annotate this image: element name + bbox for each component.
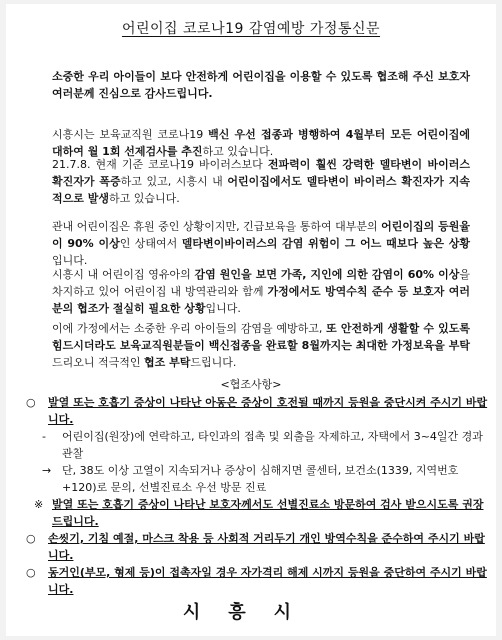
issuer-name: 시흥시 [182, 602, 320, 623]
attendance-text-d: 델타변이바이러스의 감염 위험이 그 어느 때보다 높은 상황 [181, 237, 470, 250]
attendance-text-e: 입니다. [52, 254, 88, 267]
notice-paper [6, 4, 496, 636]
request-text-c: 드리오니 적극적인 [52, 356, 145, 369]
attendance-paragraph [52, 218, 470, 269]
intro-paragraph: 소중한 우리 아이들이 보다 안전하게 어린이집을 이용할 수 있도록 협조해 주신 보호자 여러분께 진심으로 감사드립니다. [52, 70, 470, 100]
request-text-b: 또 안전하게 생활할 수 있도록 힘드시더라도 보육교직원분들이 백신접종을 완료할 8월까지는 최대한 가정보육을 부탁 [52, 322, 470, 352]
circle-bullet-icon: ○ [26, 396, 36, 409]
delta-text-d: 어린이집에서도 델타변이 바이러스 확진자가 지속적으로 발생 [52, 175, 470, 205]
dash-bullet-icon: - [42, 430, 46, 443]
attendance-text-a: 관내 어린이집은 휴원 중인 상황이지만, 긴급보육을 통하여 대부분의 [52, 220, 382, 233]
sub-item-text: 단, 38도 이상 고열이 지속되거나 증상이 심해지면 콜센터, 보건소(1339, 지역번호+120)로 문의, 선별진료소 우선 방문 진료 [62, 464, 459, 494]
sub-item-text: 어린이집(원장)에 연락하고, 타인과의 접촉 및 외출을 자제하고, 자택에서 3~4일간 경과 관찰 [62, 430, 483, 460]
cause-text-c: 을 차지하고 있어 어린이집 내 방역관리와 함께 [52, 268, 470, 298]
request-text-d: 협조 부탁 [144, 356, 191, 369]
list-item-text: 발열 또는 호흡기 증상이 나타난 보호자께서도 선별진료소 방문하여 검사 받으시도록 권장드립니다. [52, 498, 484, 528]
circle-bullet-icon: ○ [26, 532, 36, 545]
request-text-e: 드립니다. [190, 356, 237, 369]
delta-paragraph [52, 156, 470, 207]
list-item-text: 발열 또는 호흡기 증상이 나타난 아동은 증상이 호전될 때까지 등원을 중단시켜 주시기 바랍니다. [48, 396, 488, 426]
request-text-a: 이에 가정에서는 소중한 우리 아이들의 감염을 예방하고, [52, 322, 327, 335]
list-item-guardian [26, 496, 488, 530]
vaccine-text-b: 백신 우선 접종과 병행하여 4월부터 모든 어린이집에 대하여 월 1회 선제검사를 추진 [52, 128, 470, 158]
delta-text-c: 하고 있고, 시흥시 내 [120, 175, 228, 188]
vaccine-paragraph [52, 126, 470, 160]
cause-text-d: 가정에서도 방역수칙 준수 등 보호자 여러분의 협조가 절실히 필요한 상황 [52, 285, 470, 315]
arrow-bullet-icon: → [42, 464, 52, 477]
title-text: 어린이집 코로나19 감염예방 가정통신문 [121, 21, 381, 37]
list-item-fever [26, 394, 488, 428]
delta-text-b: 전파력이 훨씬 강력한 델타변이 바이러스 확진자가 폭증 [52, 158, 470, 188]
list-item-text: 손씻기, 기침 예절, 마스크 착용 등 사회적 거리두기 개인 방역수칙을 준수하여 주시기 바랍니다. [48, 532, 485, 562]
sub-item-contact [26, 428, 488, 462]
reference-mark-icon: ※ [34, 498, 44, 511]
list-item-cohabitant [26, 564, 488, 598]
vaccine-text-a: 시흥시는 보육교직원 코로나19 [52, 128, 209, 141]
attendance-text-c: 인 상태여서 [119, 237, 182, 250]
request-paragraph [52, 320, 470, 371]
infection-cause-paragraph [52, 266, 470, 317]
list-item-hygiene [26, 530, 488, 564]
delta-text-e: 하고 있습니다. [108, 192, 180, 205]
circle-bullet-icon: ○ [26, 566, 36, 579]
sub-item-high-fever [26, 462, 488, 496]
cooperation-heading: <협조사항> [220, 378, 282, 391]
cause-text-b: 감염 원인을 보면 가족, 지인에 의한 감염이 60% 이상 [194, 268, 460, 281]
delta-text-a: 21.7.8. 현재 기준 코로나19 바이러스보다 [52, 158, 268, 171]
notice-title [6, 18, 496, 38]
vaccine-text-c: 하고 있습니다. [202, 145, 274, 158]
cause-text-a: 시흥시 내 어린이집 영유아의 [52, 268, 195, 281]
cooperation-list [26, 394, 488, 598]
attendance-text-b: 어린이집의 등원율이 90% 이상 [52, 220, 470, 250]
list-item-text: 동거인(부모, 형제 등)이 접촉자일 경우 자가격리 해제 시까지 등원을 중단하여 주시기 바랍니다. [48, 566, 487, 596]
cause-text-e: 입니다. [205, 302, 241, 315]
